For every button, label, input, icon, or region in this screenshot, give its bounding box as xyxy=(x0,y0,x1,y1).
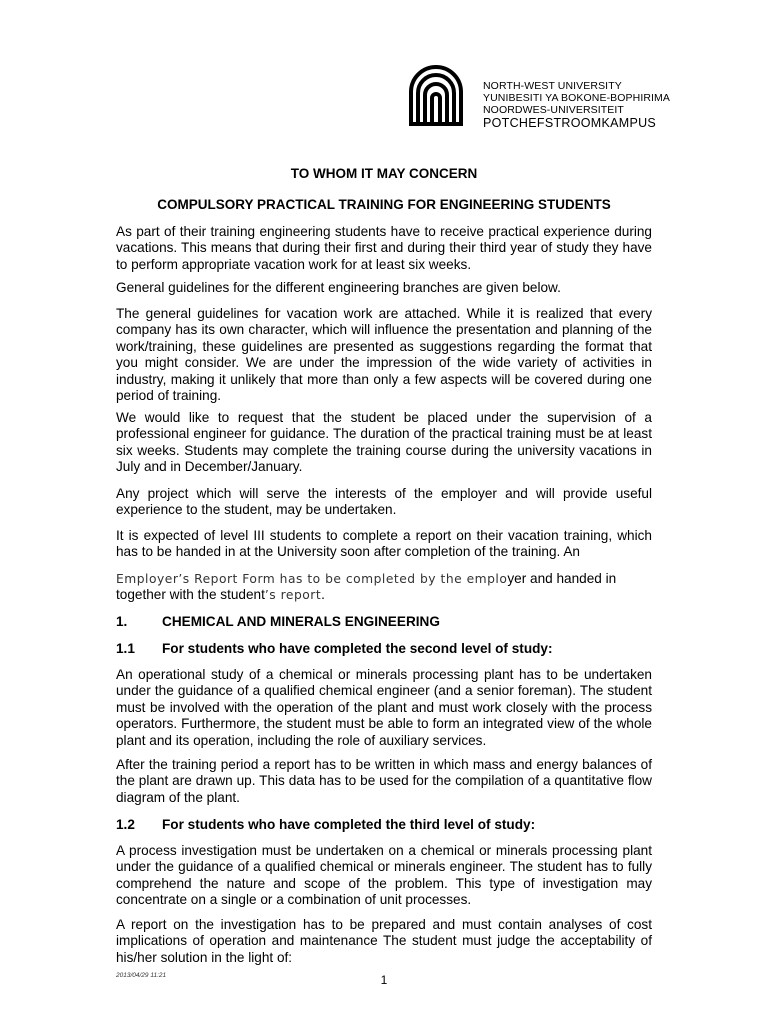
guidelines-paragraph: General guidelines for the different engineering branches are given below. xyxy=(116,280,561,295)
section-1-number: 1. xyxy=(116,614,128,629)
section-1-2-heading xyxy=(116,817,535,833)
project-paragraph: Any project which will serve the interests of the employer and will provide useful experience to the student, may be undertaken. xyxy=(116,486,652,518)
employer-report-paragraph xyxy=(116,571,652,604)
students-report-text: ’s report xyxy=(264,588,322,603)
university-name-english: NORTH-WEST UNIVERSITY xyxy=(483,80,622,92)
section-1-heading xyxy=(116,614,440,630)
section-1-2-title: For students who have completed the third level of study: xyxy=(162,817,536,832)
employer-report-text: Employer’s Report Form has to be completed by the emplo xyxy=(116,572,508,586)
nwu-logo-icon xyxy=(405,62,467,128)
supervision-paragraph: We would like to request that the student be placed under the supervision of a professional engineer for guidance. The duration of the practical training must be at least six weeks. Students may complete the training course during the university vacations in July and in December/January. xyxy=(116,410,652,475)
university-name-afrikaans: NOORDWES-UNIVERSITEIT xyxy=(483,104,624,116)
section-1-1-title: For students who have completed the second level of study: xyxy=(162,641,553,656)
employer-report-text-cont: yer and handed in together with the student xyxy=(116,571,617,603)
campus-name: POTCHEFSTROOMKAMPUS xyxy=(483,116,657,130)
intro-paragraph: As part of their training engineering students have to receive practical experience during vacations. This means that during their first and during their third year of study they have to perform appropriate vacation work for at least six weeks. xyxy=(116,224,652,272)
university-names xyxy=(483,80,670,131)
section-1-1-number: 1.1 xyxy=(116,641,135,656)
section-1-title: CHEMICAL AND MINERALS ENGINEERING xyxy=(162,614,440,629)
section-1-2-number: 1.2 xyxy=(116,817,135,832)
cost-analysis-paragraph: A report on the investigation has to be prepared and must contain analyses of cost implications of operation and maintenance The student must judge the acceptability of his/her solution in the light of: xyxy=(116,917,652,965)
document-title: TO WHOM IT MAY CONCERN xyxy=(290,166,478,181)
report-paragraph: It is expected of level III students to complete a report on their vacation training, which has to be handed in at the University soon after completion of the training. An xyxy=(116,528,652,560)
section-1-1-heading xyxy=(116,641,553,657)
university-name-setswana: YUNIBESITI YA BOKONE-BOPHIRIMA xyxy=(483,92,670,104)
employer-report-period: . xyxy=(321,587,325,603)
footer-date: 2013/04/29 11:21 xyxy=(116,972,167,979)
general-guidelines-paragraph: The general guidelines for vacation work are attached. While it is realized that every company has its own character, which will influence the presentation and planning of the work/training, these guidelines are presented as suggestions regarding the format that you might consider. We are under the impression of the wide variety of activities in industry, making it unlikely that more than only a few aspects will be covered during one period of training. xyxy=(116,306,652,404)
process-investigation-paragraph: A process investigation must be undertaken on a chemical or minerals processing plant under the guidance of a qualified chemical or minerals engineer. The student has to fully comprehend the nature and scope of the problem. This type of investigation may concentrate on a single or a combination of unit processes. xyxy=(116,843,652,908)
mass-energy-paragraph: After the training period a report has to be written in which mass and energy balances of the plant are drawn up. This data has to be used for the compilation of a quantitative flow diagram of the plant. xyxy=(116,757,652,805)
operational-study-paragraph: An operational study of a chemical or minerals processing plant has to be undertaken under the guidance of a qualified chemical engineer (and a senior foreman). The student must be involved with the operation of the plant and must work closely with the process operators. Furthermore, the student must be able to form an integrated view of the whole plant and its operation, including the role of auxiliary services. xyxy=(116,667,652,748)
page-number: 1 xyxy=(380,973,388,987)
document-subtitle: COMPULSORY PRACTICAL TRAINING FOR ENGINEERING STUDENTS xyxy=(157,197,611,212)
